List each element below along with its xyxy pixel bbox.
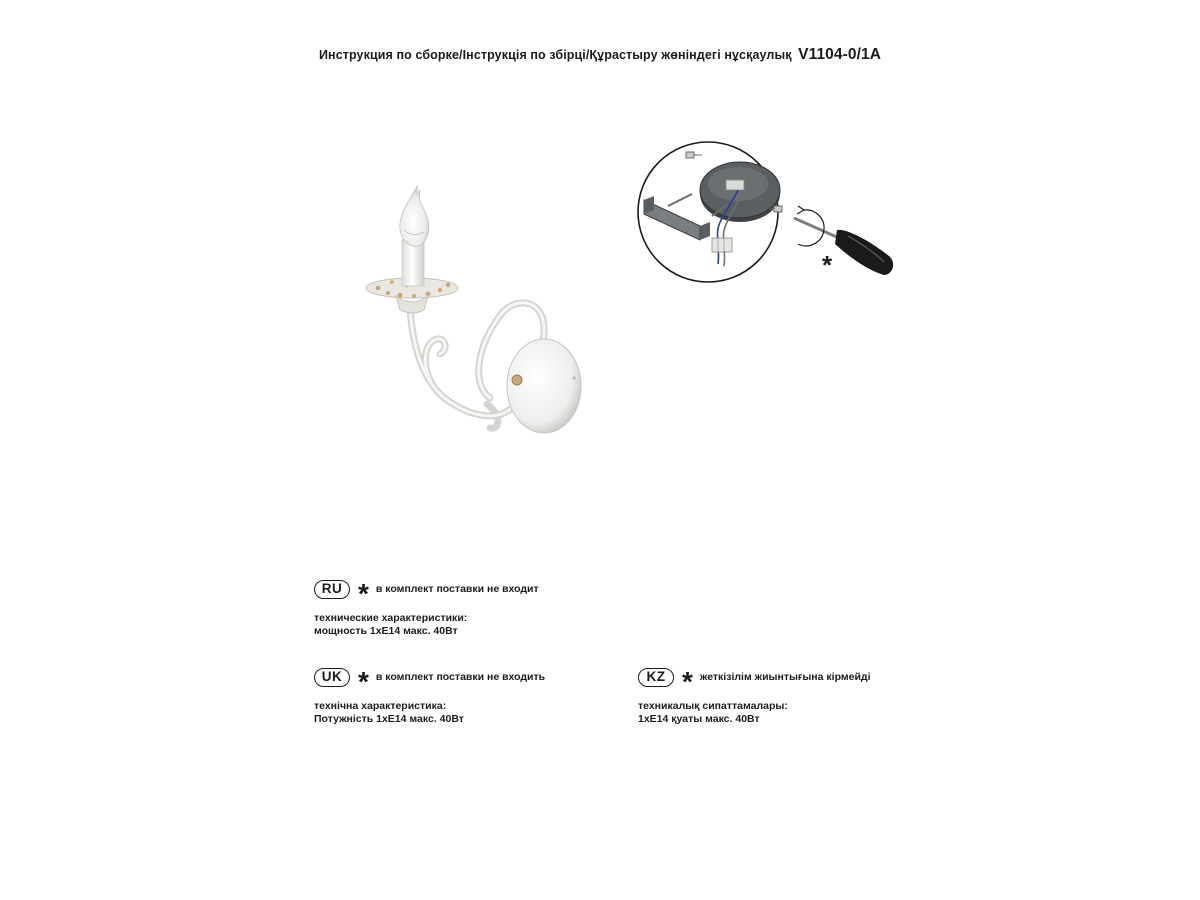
spec-title: технічна характеристика: — [314, 700, 447, 712]
lang-badge-uk: UK — [314, 668, 350, 687]
lang-row-kz — [638, 666, 871, 697]
not-included-note: жеткізілім жиынтығына кірмейді — [699, 671, 871, 683]
spec-ru — [314, 612, 539, 638]
mounting-detail-image — [634, 132, 904, 297]
spec-value: Потужність 1хЕ14 макс. 40Вт — [314, 713, 464, 725]
model-number: V1104-0/1A — [798, 46, 882, 63]
lang-block-uk — [314, 666, 545, 726]
lang-row-uk — [314, 666, 546, 697]
page-title — [0, 46, 1200, 64]
title-text: Инструкция по сборке/Інструкція по збірці/Құрастыру жөніндегі нұсқаулық — [318, 48, 792, 62]
lang-badge-kz: KZ — [638, 668, 674, 687]
spec-title: техникалық сипаттамалары: — [638, 700, 788, 712]
spec-uk — [314, 700, 545, 726]
spec-value: мощность 1хЕ14 макс. 40Вт — [314, 625, 458, 637]
not-included-note: в комплект поставки не входить — [375, 671, 546, 683]
spec-title: технические характеристики: — [314, 612, 468, 624]
asterisk-icon: * — [682, 666, 693, 697]
spec-kz — [638, 700, 871, 726]
lang-row-ru — [314, 578, 539, 609]
not-included-asterisk: * — [822, 250, 833, 280]
lang-block-kz — [638, 666, 871, 726]
lang-badge-ru: RU — [314, 580, 350, 599]
asterisk-icon: * — [358, 666, 369, 697]
lang-block-ru — [314, 578, 539, 638]
not-included-note: в комплект поставки не входит — [375, 583, 539, 595]
wall-sconce-image — [352, 178, 592, 453]
spec-value: 1хЕ14 қуаты макс. 40Вт — [638, 713, 760, 725]
asterisk-icon: * — [358, 578, 369, 609]
